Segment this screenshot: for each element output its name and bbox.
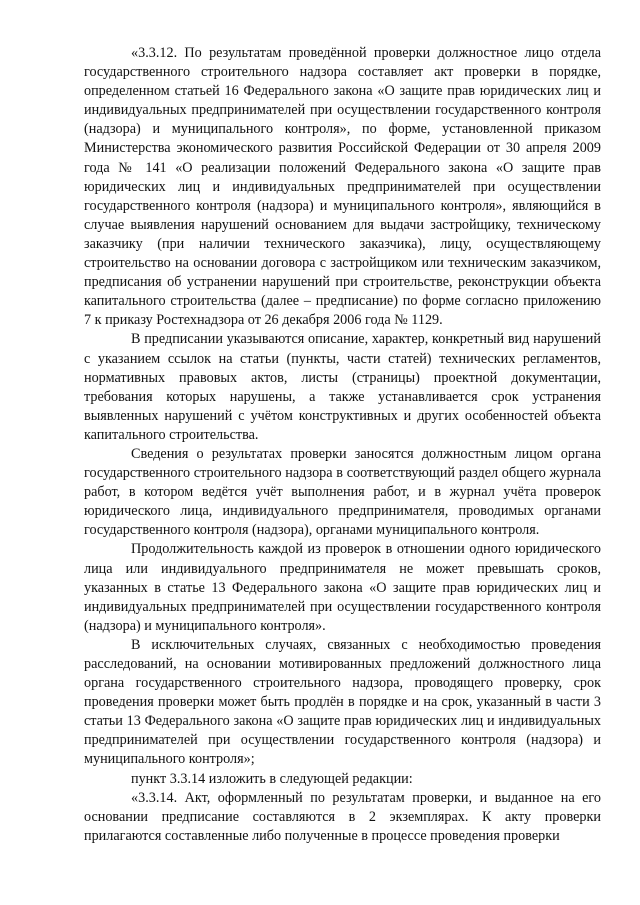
paragraph-exceptional-cases: В исключительных случаях, связанных с необходимостью проведения расследований, на основании мотивированных предложений должностного лица органа государственного строительного надзора, проводящего проверку, срок проведения проверки может быть продлён в порядке и на срок, указанный в части 3 статьи 13 Федерального закона «О защите прав юридических лиц и индивидуальных предпринимателей при осуществлении государственного контроля (надзора) и муниципального контроля»; xyxy=(84,636,601,768)
paragraph-3-3-14: «3.3.14. Акт, оформленный по результатам проверки, и выданное на его основании предписание составляются в 2 экземплярах. К акту проверки прилагаются составленные либо полученные в процессе проведения проверки xyxy=(84,789,601,844)
document-body xyxy=(84,44,601,846)
paragraph-3-3-12: «3.3.12. По результатам проведённой проверки должностное лицо отдела государственного строительного надзора составляет акт проверки в порядке, определенном статьей 16 Федерального закона «О защите прав юридических лиц и индивидуальных предпринимателей при осуществлении государственного контроля (надзора) и муниципального контроля», по форме, установленной приказом Министерства экономического развития Российской Федерации от 30 апреля 2009 года № 141 «О реализации положений Федерального закона «О защите прав юридических лиц и индивидуальных предпринимателей при осуществлении государственного контроля (надзора) и муниципального контроля», являющийся в случае выявления нарушений основанием для выдачи застройщику, техническому заказчику (при наличии технического заказчика), лицу, осуществляющему строительство на основании договора с застройщиком или техническим заказчиком, предписания об устранении нарушений при строительстве, реконструкции объекта капитального строительства (далее – предписание) по форме согласно приложению 7 к приказу Ростехнадзора от 26 декабря 2006 года № 1129. xyxy=(84,45,601,329)
paragraph-clause-3-3-14-intro: пункт 3.3.14 изложить в следующей редакции: xyxy=(131,770,413,787)
paragraph-journal-records: Сведения о результатах проверки заносятся должностным лицом органа государственного строительного надзора в соответствующий раздел общего журнала работ, в котором ведётся учёт выполнения работ, и в журнал учёта проверок юридического лица, индивидуального предпринимателя, проводимых органами государственного контроля (надзора), органами муниципального контроля. xyxy=(84,445,601,539)
paragraph-inspection-duration: Продолжительность каждой из проверок в отношении одного юридического лица или индивидуального предпринимателя не может превышать сроков, указанных в статье 13 Федерального закона «О защите прав юридических лиц и индивидуальных предпринимателей при осуществлении государственного контроля (надзора) и муниципального контроля». xyxy=(84,541,601,634)
paragraph-prescription-content: В предписании указываются описание, характер, конкретный вид нарушений с указанием ссылок на статьи (пункты, части статей) технических регламентов, нормативных правовых актов, листы (страницы) проектной документации, требования которых нарушены, а также устанавливается срок устранения выявленных нарушений с учётом конструктивных и других особенностей объекта капитального строительства. xyxy=(84,331,601,443)
